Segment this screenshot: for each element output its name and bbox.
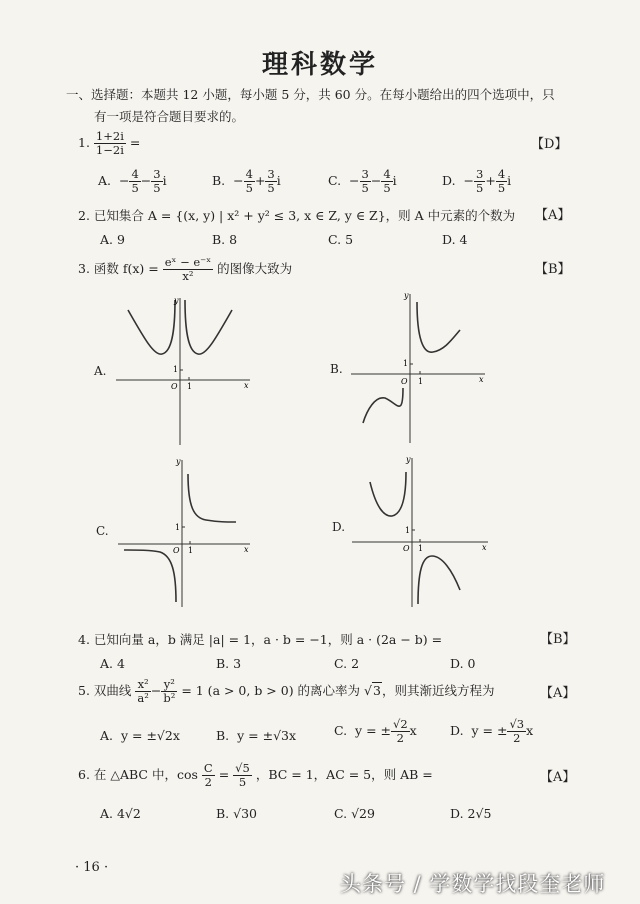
- question-2-answer: 【A】: [535, 208, 571, 223]
- graph-b: [345, 288, 495, 448]
- fraction: [381, 168, 392, 195]
- numerator: 4: [497, 167, 506, 181]
- numerator: 3: [476, 167, 484, 181]
- q2-option-d: D. 4: [442, 232, 468, 247]
- stem-suffix: 的图像大致为: [217, 261, 293, 276]
- watermark: 头条号 / 学数学找段奎老师: [340, 872, 606, 896]
- sign: −: [349, 173, 360, 188]
- stem-prefix: 6. 在 △ABC 中，cos: [78, 767, 198, 782]
- q2-option-b: B. 8: [212, 232, 238, 247]
- numerator: 3: [361, 167, 369, 181]
- question-2-stem: 2. 已知集合 A = {(x, y) | x² + y² ≤ 3, x ∈ Z, y ∈ Z}，则 A 中元素的个数为: [78, 208, 516, 223]
- denominator: 5: [238, 775, 247, 789]
- imag-unit: i: [507, 173, 512, 188]
- equals-sign: =: [218, 767, 230, 782]
- denominator: 5: [153, 181, 161, 195]
- option-suffix: x: [526, 723, 534, 738]
- option-prefix: y = ±: [471, 723, 508, 738]
- q6-option-c: C. √29: [334, 806, 375, 821]
- origin-label: O: [171, 382, 178, 391]
- question-1-stem: [78, 130, 140, 157]
- imag-unit: i: [392, 173, 397, 188]
- q2-option-c: C. 5: [328, 232, 354, 247]
- curve-left: [363, 388, 403, 423]
- numerator: √5: [235, 761, 250, 775]
- stem-suffix: ，则其渐近线方程为: [381, 683, 495, 698]
- curve-left: [128, 300, 175, 354]
- fraction-x: [135, 678, 150, 705]
- x-label: x: [244, 545, 249, 554]
- stem-prefix: 3. 函数 f(x) =: [78, 261, 159, 276]
- option-text: y = ±√3x: [237, 728, 297, 743]
- numerator: 4: [383, 167, 391, 181]
- q1-option-c: [328, 168, 397, 195]
- one-y-label: 1: [405, 526, 411, 535]
- one-x-label: 1: [187, 382, 193, 391]
- operator: +: [254, 173, 266, 188]
- option-label: B.: [212, 173, 226, 188]
- q1-option-a: [98, 168, 167, 195]
- operator: −: [370, 173, 382, 188]
- fraction: [94, 130, 126, 157]
- fraction-y: [161, 678, 177, 705]
- numerator: √3: [509, 717, 525, 731]
- denominator: x²: [182, 269, 194, 283]
- page-number: · 16 ·: [75, 860, 109, 875]
- y-label: y: [174, 296, 179, 305]
- section-heading: [66, 84, 586, 128]
- page-title: 理科数学: [261, 50, 378, 80]
- denominator: 5: [361, 181, 369, 195]
- fraction-root5: [233, 762, 252, 789]
- fraction: [265, 168, 276, 195]
- graph-a-label: A.: [94, 364, 107, 378]
- question-5-stem: [78, 678, 494, 705]
- question-6-answer: 【A】: [540, 770, 576, 785]
- denominator: 2: [204, 775, 212, 789]
- origin-label: O: [401, 377, 408, 386]
- question-4-answer: 【B】: [540, 632, 576, 647]
- stem-prefix: 5. 双曲线: [78, 683, 132, 698]
- numerator: √2: [393, 717, 408, 731]
- numerator: 4: [131, 167, 139, 181]
- stem-suffix: ，BC = 1，AC = 5，则 AB =: [255, 767, 433, 782]
- fraction: [129, 168, 140, 195]
- graph-c-label: C.: [96, 524, 109, 538]
- fraction: [496, 168, 507, 195]
- one-x-label: 1: [418, 377, 424, 386]
- sign: −: [463, 173, 474, 188]
- one-y-label: 1: [175, 523, 181, 532]
- q6-option-d: D. 2√5: [450, 806, 492, 821]
- imag-unit: i: [162, 173, 167, 188]
- radicand: 3: [373, 683, 381, 698]
- fraction: [474, 168, 485, 195]
- y-label: y: [176, 457, 181, 466]
- numerator: y²: [161, 678, 177, 692]
- q5-option-a: [100, 728, 180, 743]
- numerator: C: [203, 761, 213, 775]
- imag-unit: i: [276, 173, 281, 188]
- option-prefix: y = ±: [355, 723, 392, 738]
- stem-middle: = 1 (a > 0, b > 0) 的离心率为 √: [181, 683, 372, 698]
- numerator: 1+2i: [95, 129, 124, 143]
- sign: −: [118, 173, 130, 188]
- curve-right: [417, 302, 460, 352]
- minus-sign: −: [150, 683, 162, 698]
- x-label: x: [244, 381, 249, 390]
- q1-option-d: [442, 168, 511, 195]
- denominator: 5: [497, 181, 506, 195]
- graph-d-label: D.: [332, 520, 346, 534]
- q5-option-d: [450, 718, 533, 745]
- option-label: C.: [334, 723, 348, 738]
- q4-option-c: C. 2: [334, 656, 360, 671]
- curve-left: [370, 472, 406, 516]
- numerator: 4: [245, 167, 253, 181]
- question-5-answer: 【A】: [540, 686, 576, 701]
- operator: +: [485, 173, 496, 188]
- one-x-label: 1: [418, 544, 424, 553]
- graph-d: [348, 452, 498, 612]
- question-3-stem: [78, 256, 292, 283]
- operator: −: [140, 173, 152, 188]
- numerator: 3: [267, 167, 275, 181]
- denominator: b²: [163, 691, 176, 705]
- one-y-label: 1: [403, 359, 409, 368]
- fraction-c: [202, 762, 215, 789]
- origin-label: O: [403, 544, 410, 553]
- denominator: 2: [513, 731, 521, 745]
- option-label: D.: [450, 723, 464, 738]
- graph-c: [110, 452, 260, 612]
- q6-option-b: B. √30: [216, 806, 258, 821]
- denominator: 5: [383, 181, 391, 195]
- denominator: 2: [396, 731, 404, 745]
- section-line-2: 有一项是符合题目要求的。: [94, 109, 245, 124]
- x-label: x: [482, 543, 487, 552]
- fraction: [163, 256, 213, 283]
- y-label: y: [404, 291, 409, 300]
- q2-option-a: A. 9: [100, 232, 125, 247]
- option-label: A.: [98, 173, 112, 188]
- fraction: [151, 168, 162, 195]
- equals-sign: =: [129, 135, 141, 150]
- q6-option-a: A. 4√2: [100, 806, 141, 821]
- q5-option-c: [334, 718, 417, 745]
- q4-option-b: B. 3: [216, 656, 242, 671]
- q1-option-b: [212, 168, 281, 195]
- option-label: D.: [442, 173, 456, 188]
- question-6-stem: [78, 762, 433, 789]
- curve-left: [124, 550, 176, 602]
- denominator: 5: [131, 181, 139, 195]
- sign: −: [233, 173, 244, 188]
- numerator: eˣ − e⁻ˣ: [164, 255, 212, 269]
- graph-b-label: B.: [330, 362, 343, 376]
- question-3-answer: 【B】: [535, 262, 571, 277]
- y-label: y: [406, 455, 411, 464]
- fraction: [391, 718, 410, 745]
- denominator: 5: [267, 181, 275, 195]
- fraction: [507, 718, 526, 745]
- q4-option-d: D. 0: [450, 656, 476, 671]
- option-label: C.: [328, 173, 342, 188]
- curve-right: [188, 474, 236, 522]
- origin-label: O: [173, 546, 180, 555]
- option-label: A.: [100, 728, 114, 743]
- denominator: a²: [137, 691, 149, 705]
- curve-right: [185, 300, 232, 354]
- section-line-1: 一、选择题：本题共 12 小题，每小题 5 分，共 60 分。在每小题给出的四个选项中，只: [66, 87, 555, 102]
- one-y-label: 1: [173, 365, 179, 374]
- numerator: 3: [153, 167, 161, 181]
- denominator: 1−2i: [95, 143, 124, 157]
- curve-right: [418, 556, 460, 604]
- question-number: 1.: [78, 135, 90, 150]
- option-suffix: x: [409, 723, 417, 738]
- option-label: B.: [216, 728, 230, 743]
- question-4-stem: 4. 已知向量 a，b 满足 |a| = 1，a · b = −1，则 a · (2a − b) =: [78, 632, 443, 647]
- q4-option-a: A. 4: [100, 656, 125, 671]
- graph-a: [110, 290, 260, 450]
- x-label: x: [479, 375, 484, 384]
- q5-option-b: [216, 728, 296, 743]
- denominator: 5: [476, 181, 484, 195]
- option-text: y = ±√2x: [120, 728, 180, 743]
- question-1-answer: 【D】: [531, 137, 568, 152]
- one-x-label: 1: [188, 546, 194, 555]
- denominator: 5: [245, 181, 253, 195]
- fraction: [244, 168, 255, 195]
- numerator: x²: [135, 678, 150, 692]
- fraction: [360, 168, 371, 195]
